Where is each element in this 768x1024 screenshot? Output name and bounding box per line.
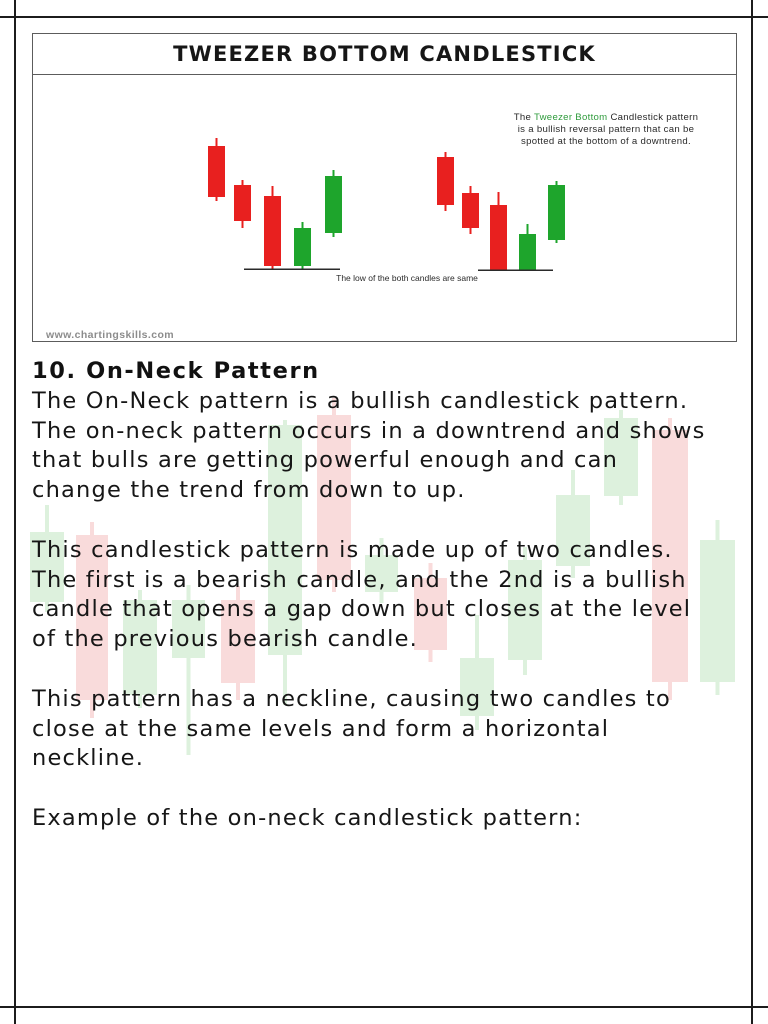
paragraph xyxy=(32,536,750,655)
bearish-candle xyxy=(490,192,507,270)
figure-description-text: The xyxy=(513,112,532,123)
candle-body xyxy=(264,196,281,266)
pattern-name-highlight: Tweezer Bottom xyxy=(533,112,608,123)
figure-title: TWEEZER BOTTOM CANDLESTICK xyxy=(173,42,596,66)
bullish-candle xyxy=(294,222,311,269)
figure-caption: The low of the both candles are same xyxy=(336,273,478,283)
text-line: The on-neck pattern occurs in a downtrend and shows xyxy=(32,417,706,444)
text-line: The On-Neck pattern is a bullish candlestick pattern. xyxy=(32,387,689,414)
text-line: The first is a bearish candle, and the 2nd is a bullish xyxy=(32,566,687,593)
text-line: change the trend from down to up. xyxy=(32,477,466,504)
text-line: Example of the on-neck candlestick pattern: xyxy=(32,804,583,831)
candle-body xyxy=(325,176,342,233)
figure-source-url: www.chartingskills.com xyxy=(46,329,175,341)
page-border-bottom xyxy=(0,1006,768,1008)
text-line: This candlestick pattern is made up of two candles. xyxy=(32,536,673,563)
text-line: neckline. xyxy=(32,745,145,772)
bullish-candle xyxy=(548,181,565,243)
bearish-candle xyxy=(462,186,479,234)
bearish-candle xyxy=(234,180,251,228)
figure-description-line: spotted at the bottom of a downtrend. xyxy=(520,136,692,147)
text-line: This pattern has a neckline, causing two candles to xyxy=(32,685,671,712)
section-content xyxy=(32,357,750,834)
tweezer-candles-illustration xyxy=(32,33,737,342)
text-line: that bulls are getting powerful enough and can xyxy=(32,447,619,474)
bearish-candle xyxy=(264,186,281,269)
candle-body xyxy=(294,228,311,266)
section-heading: 10. On-Neck Pattern xyxy=(32,358,320,384)
bullish-candle xyxy=(519,224,536,270)
equal-lows-line xyxy=(478,270,553,272)
page-border-left xyxy=(14,0,16,1024)
candle-body xyxy=(548,185,565,240)
candle-body xyxy=(519,234,536,270)
bearish-candle xyxy=(437,152,454,211)
figure-description xyxy=(510,112,702,148)
bearish-candle xyxy=(208,138,225,201)
paragraph xyxy=(32,387,750,506)
page-border-right xyxy=(751,0,753,1024)
candle-body xyxy=(462,193,479,228)
figure-description-line xyxy=(510,112,702,124)
figure-title-bar xyxy=(33,34,736,75)
page-border-top xyxy=(0,16,768,18)
equal-lows-line xyxy=(244,269,340,271)
candle-body xyxy=(490,205,507,270)
text-line: of the previous bearish candle. xyxy=(32,626,418,653)
paragraph xyxy=(32,685,750,774)
text-line: close at the same levels and form a horizontal xyxy=(32,715,610,742)
candle-body xyxy=(234,185,251,221)
paragraph xyxy=(32,804,750,834)
candle-body xyxy=(208,146,225,197)
figure-description-line: is a bullish reversal pattern that can be xyxy=(517,124,695,135)
bullish-candle xyxy=(325,170,342,237)
tweezer-bottom-figure xyxy=(32,33,737,342)
figure-description-text: Candlestick pattern xyxy=(610,112,699,123)
candle-body xyxy=(437,157,454,205)
text-line: candle that opens a gap down but closes at the level xyxy=(32,596,692,623)
